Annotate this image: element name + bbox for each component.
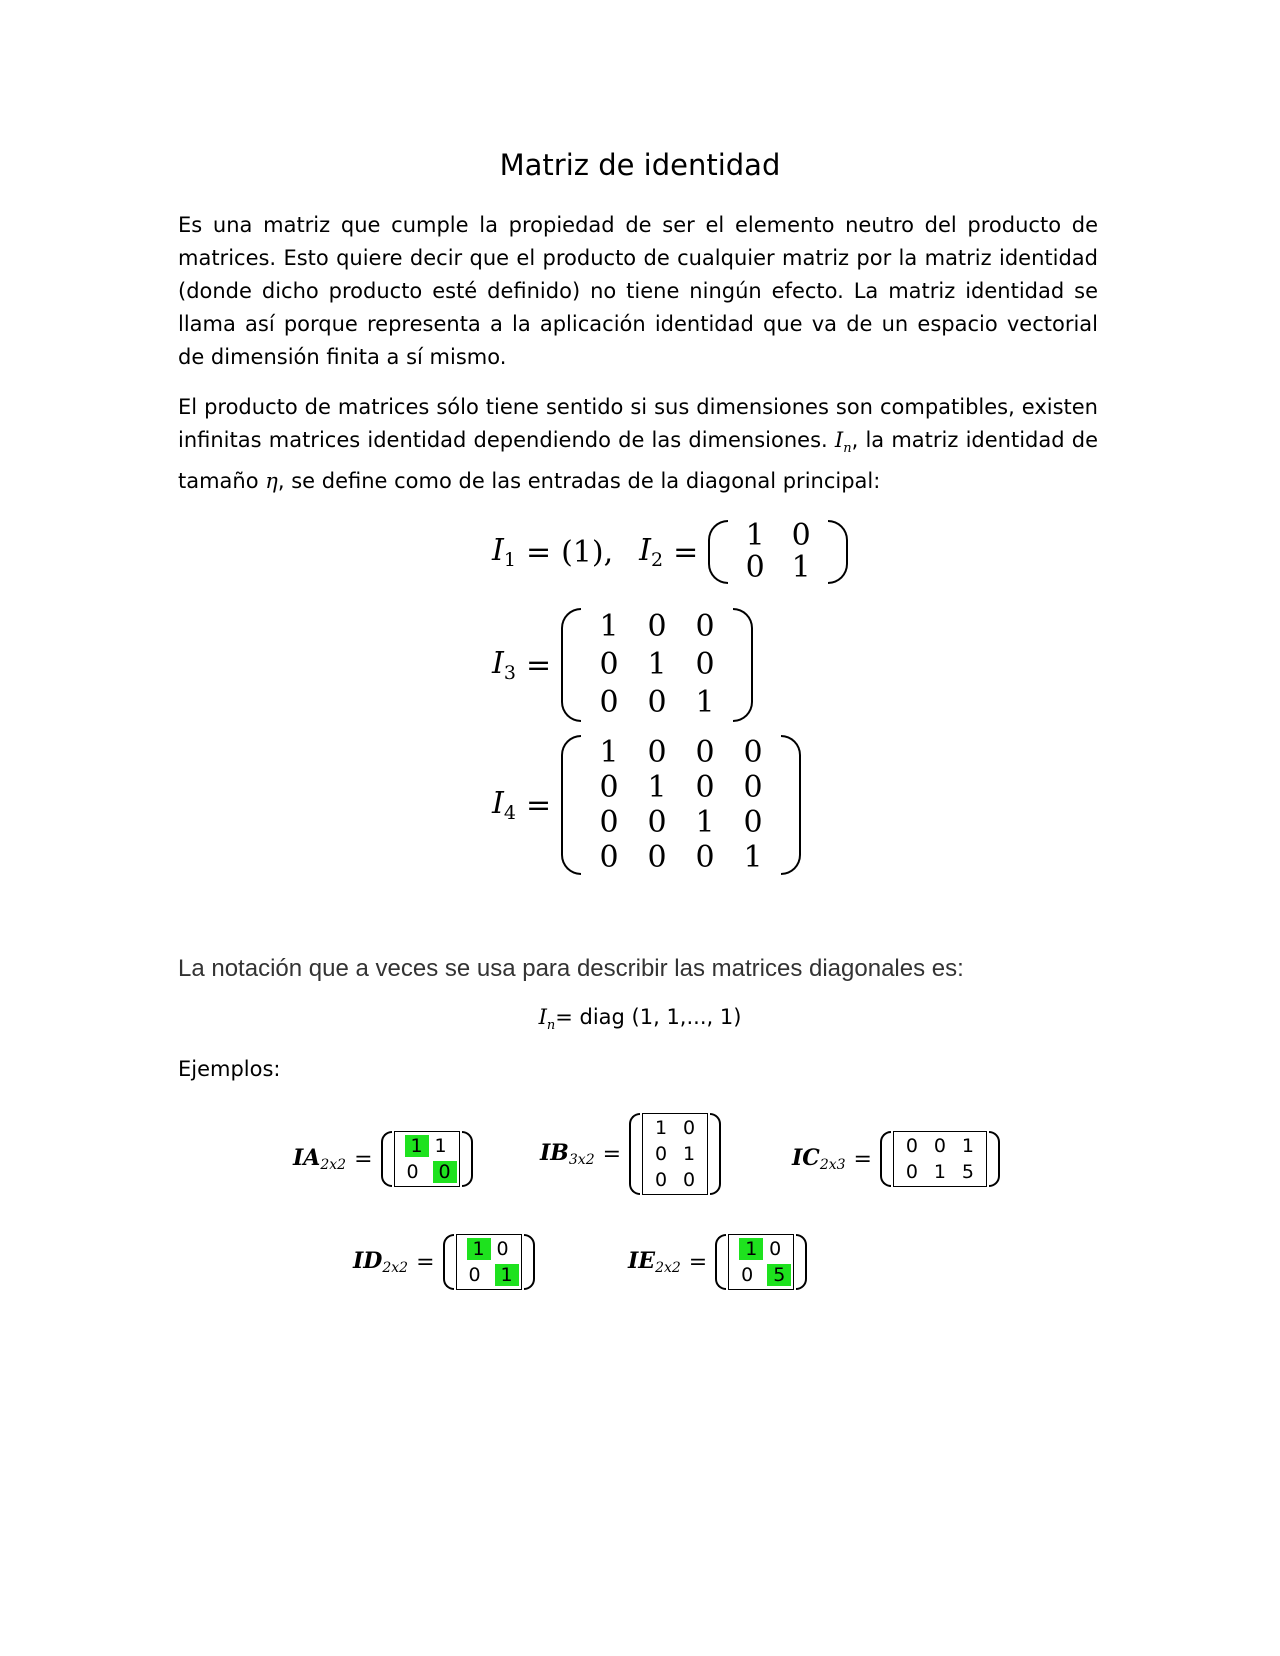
identity-i1-i2: [492, 520, 848, 584]
example-ib: [540, 1113, 721, 1195]
example-cell: 1: [733, 1236, 761, 1262]
example-cell: 1: [434, 1135, 447, 1157]
example-cell: 0: [683, 1169, 696, 1191]
equals-sign: =: [853, 1146, 872, 1172]
example-cell: 0: [741, 1264, 754, 1286]
equals-sign: =: [602, 1141, 622, 1167]
matrix-i4-cell: 0: [743, 770, 763, 805]
example-matrix: [629, 1113, 721, 1195]
example-matrix: [381, 1131, 473, 1187]
paragraph-definition: Es una matriz que cumple la propiedad de ser el elemento neutro del producto de matrices. Esto quiere decir que el producto de cualquier matriz por la matriz identidad (donde dicho producto esté definido) no tiene ningún efecto. La matriz identidad se llama así porque representa a la aplicación identidad que va de un espacio vectorial de dimensión finita a sí mismo.: [178, 213, 1098, 369]
equals-sign: =: [354, 1146, 373, 1172]
i1-value: (1),: [561, 534, 614, 570]
equals-sign: =: [525, 647, 552, 683]
matrix-i3: [561, 608, 753, 722]
equals-sign: =: [688, 1249, 708, 1275]
example-matrix: [880, 1131, 1000, 1187]
example-cell: 0: [905, 1161, 919, 1183]
matrix-i2-cell: 0: [745, 550, 765, 585]
matrix-i2-cell: 0: [791, 518, 811, 553]
example-cell: 0: [468, 1264, 481, 1286]
matrix-i3-cell: 1: [647, 647, 667, 682]
example-cell: 0: [683, 1117, 696, 1139]
example-cell: 0: [655, 1143, 668, 1165]
matrix-i4-cell: 1: [599, 735, 619, 770]
matrix-i2-cell: 1: [791, 550, 811, 585]
diag-formula: [0, 1005, 1280, 1033]
example-ie: [628, 1234, 807, 1290]
matrix-i4-cell: 0: [695, 735, 715, 770]
matrix-i4-cell: 0: [599, 770, 619, 805]
example-cell: 0: [406, 1161, 419, 1183]
example-cell: 1: [489, 1262, 517, 1288]
matrix-i4-cell: 1: [647, 770, 667, 805]
example-ic: [792, 1131, 1000, 1187]
diag-text: = diag (1, 1,..., 1): [555, 1005, 742, 1029]
matrix-i3-cell: 1: [599, 609, 619, 644]
example-cell: 0: [496, 1238, 509, 1260]
paragraph-dimensions-middle: , la matriz identidad de tamaño: [178, 428, 1099, 494]
notation-text: La notación que a veces se usa para describir las matrices diagonales es:: [178, 955, 964, 982]
example-label: $IB_{3x2}$: [540, 1140, 595, 1168]
matrix-i3-cell: 0: [695, 647, 715, 682]
example-cell: 0: [769, 1238, 782, 1260]
i1-symbol: $I_1$: [492, 533, 516, 571]
var-i-n: $I_n$: [834, 428, 852, 457]
i3-symbol: $I_3$: [492, 646, 516, 684]
example-matrix: [715, 1234, 807, 1290]
matrix-i4-cell: 0: [647, 735, 667, 770]
example-cell: 1: [655, 1117, 668, 1139]
equals-sign: =: [416, 1249, 435, 1275]
example-cell: 5: [961, 1161, 975, 1183]
matrix-i4-cell: 0: [647, 805, 667, 840]
example-cell: 0: [655, 1169, 668, 1191]
matrix-i4-cell: 0: [695, 770, 715, 805]
example-id: [353, 1234, 535, 1290]
example-label: $IE_{2x2}$: [628, 1248, 681, 1276]
var-eta: η: [265, 469, 278, 494]
matrix-i3-cell: 0: [599, 647, 619, 682]
example-cell: 0: [905, 1135, 919, 1157]
example-cell: 1: [961, 1135, 975, 1157]
example-ia: [293, 1131, 473, 1187]
matrix-i3-cell: 1: [695, 685, 715, 720]
identity-i4: [492, 735, 801, 875]
matrix-i4-cell: 1: [743, 840, 763, 875]
matrix-i3-cell: 0: [647, 685, 667, 720]
example-cell: 1: [683, 1143, 696, 1165]
example-cell: 1: [461, 1236, 489, 1262]
example-cell: 5: [761, 1262, 789, 1288]
matrix-i4-cell: 1: [695, 805, 715, 840]
matrix-i3-cell: 0: [695, 609, 715, 644]
i4-symbol: $I_4$: [492, 786, 516, 824]
example-label: $IC_{2x3}$: [792, 1145, 846, 1173]
page-title: Matriz de identidad: [499, 148, 781, 182]
paragraph-dimensions: [178, 391, 1098, 498]
example-cell: 1: [933, 1161, 947, 1183]
matrix-i3-cell: 0: [647, 609, 667, 644]
example-cell: 0: [933, 1135, 947, 1157]
example-cell: 0: [427, 1159, 455, 1185]
equals-sign: =: [525, 787, 552, 823]
example-label: $IA_{2x2}$: [293, 1145, 347, 1173]
matrix-i4-cell: 0: [695, 840, 715, 875]
example-cell: 1: [399, 1133, 427, 1159]
i2-symbol: $I_2$: [639, 533, 664, 571]
matrix-i4: [561, 735, 801, 875]
matrix-i4-cell: 0: [599, 805, 619, 840]
diag-symbol: $I_n$: [538, 1005, 556, 1034]
paragraph-dimensions-after: , se define como de las entradas de la diagonal principal:: [277, 469, 881, 494]
matrix-i4-cell: 0: [647, 840, 667, 875]
equals-sign: =: [673, 534, 699, 570]
ejemplos-label: Ejemplos:: [178, 1057, 281, 1081]
identity-i3: [492, 608, 753, 722]
matrix-i3-cell: 0: [599, 685, 619, 720]
matrix-i4-cell: 0: [599, 840, 619, 875]
matrix-i4-cell: 0: [743, 735, 763, 770]
paragraph-dimensions-before: El producto de matrices sólo tiene sentido si sus dimensiones son compatibles, existen infinitas matrices identidad dependiendo de las dimensiones.: [178, 395, 1098, 452]
example-matrix: [443, 1234, 535, 1290]
matrix-i4-cell: 0: [743, 805, 763, 840]
equals-sign: =: [525, 534, 552, 570]
matrix-i2-cell: 1: [745, 518, 765, 553]
matrix-i2: [708, 520, 848, 584]
example-label: $ID_{2x2}$: [353, 1248, 409, 1276]
